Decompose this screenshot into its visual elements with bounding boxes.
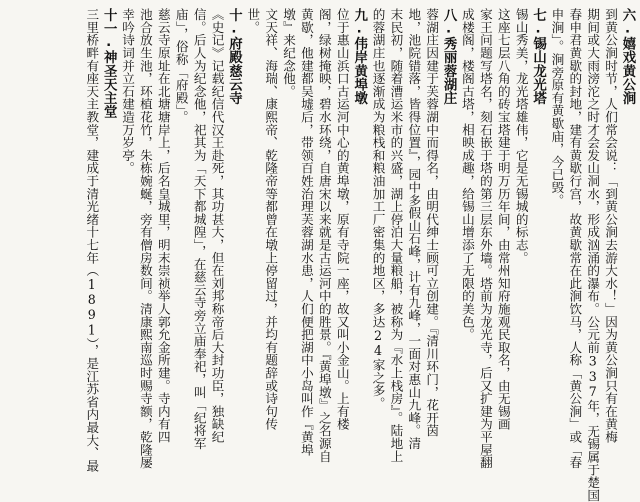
text-column: 的蓉湖庄也逐渐成为粮栈和粮油加工厂密集的地区，多达24家之多。 <box>370 8 386 410</box>
text-column: 地，池院错落，皆得位置』，园中多假山石峰，计有九峰，一面对惠山九峰。清 <box>406 8 422 450</box>
text-column: 蓉湖庄因建于芙蓉湖中而得名，由明代绅士顾可立创建。『清川环门，花开茵 <box>424 8 440 437</box>
text-column: 世。 <box>245 8 261 34</box>
text-column: 春申君黄歇的封地，建有黄歇行宫，故黄歇常在此涧饮马，人称「黄公涧」或「春 <box>567 8 583 469</box>
text-column: 三里桥畔有座天主教堂，建成于清光绪十七年（1891），是江苏省内最大、最 <box>84 8 100 473</box>
text-column: 到黄公涧时节，人们常会说：「到黄公涧去游大水！」因为黄公涧只有在黄梅 <box>603 8 619 444</box>
text-column: 文天祥、海瑞、康熙帝、乾隆帝等都曾在墩上停留过，并均有题辞或诗句传 <box>263 8 279 431</box>
section-heading: 九.伟岸黄埠墩 <box>351 8 367 105</box>
text-column: 期间或大雨滂沱之时才会发山洞水，形成汹涌的瀑布。公元前337年，无锡属于楚国 <box>585 8 601 502</box>
text-column: 《史记》记载纪信代汉王赴死，其功甚大，但在刘邦称帝后大封功臣，独缺纪 <box>209 8 225 444</box>
text-column: 幸吟诗词并立石建造万岁亭。 <box>120 8 136 175</box>
section-heading: 八.秀丽蓉湖庄 <box>441 8 457 105</box>
section-heading: 十一.神圣天主堂 <box>101 8 117 119</box>
text-column: 慈云寺原址在北塘塘岸上，后名皇城里，明末崇祯举人郭允金所建。寺内有四 <box>155 8 171 444</box>
text-column: 这座七层八角的砖宝塔建于明万历年间，由常州知府施观民取名，由无锡画 <box>495 8 511 431</box>
text-column: 黄歇，他建都吴墟后，带领百姓治理芙蓉湖水患，人们便把湖中小岛叫作『黄埠 <box>298 8 314 456</box>
text-column: 庙」，俗称「府殿」。 <box>173 8 189 124</box>
text-column: 家王问题写塔名，刻石嵌于塔的第三层东外墙。塔前为龙光寺，后又扩建为平屋翻 <box>477 8 493 469</box>
section-heading: 十.府殿慈云寺 <box>226 8 242 105</box>
text-column: 锡山秀美，龙光塔雄伟，它是无锡城的标志。 <box>513 8 529 264</box>
text-column: 阁，绿树掩映，碧水环绕，自唐宋以来就是古运河中的胜景。『黄埠墩』之名源自 <box>316 8 332 463</box>
section-heading: 六.嬉戏黄公涧 <box>620 8 635 105</box>
text-column: 信。后人为纪念他，祀其为「天下都城隍」，在慈云寺旁立庙奉祀，叫「纪将军 <box>191 8 207 450</box>
section-heading: 七.锡山龙光塔 <box>530 8 546 105</box>
text-column: 池合放生池，环植花竹，朱栋婉蜒，旁有僧房数间。清康熙南巡时赐寺额，乾隆屡 <box>137 8 153 469</box>
text-column: 申涧」。涧旁原有黄歇庙，今已毁。 <box>549 8 565 207</box>
text-column: 末民初，随着漕运米市的兴盛，湖上停泊大量粮船，被称为『水上栈房』。陆地上 <box>388 8 404 463</box>
text-column: 墩』来纪念他。 <box>281 8 297 98</box>
text-column: 位于惠山浜口古运河中心的黄埠墩，原有寺院一座，故又叫小金山。上有楼 <box>334 8 350 431</box>
text-column: 成楼阁，楼阁古塔，相映成趣，给锡山增添了无限的美色。 <box>459 8 475 341</box>
